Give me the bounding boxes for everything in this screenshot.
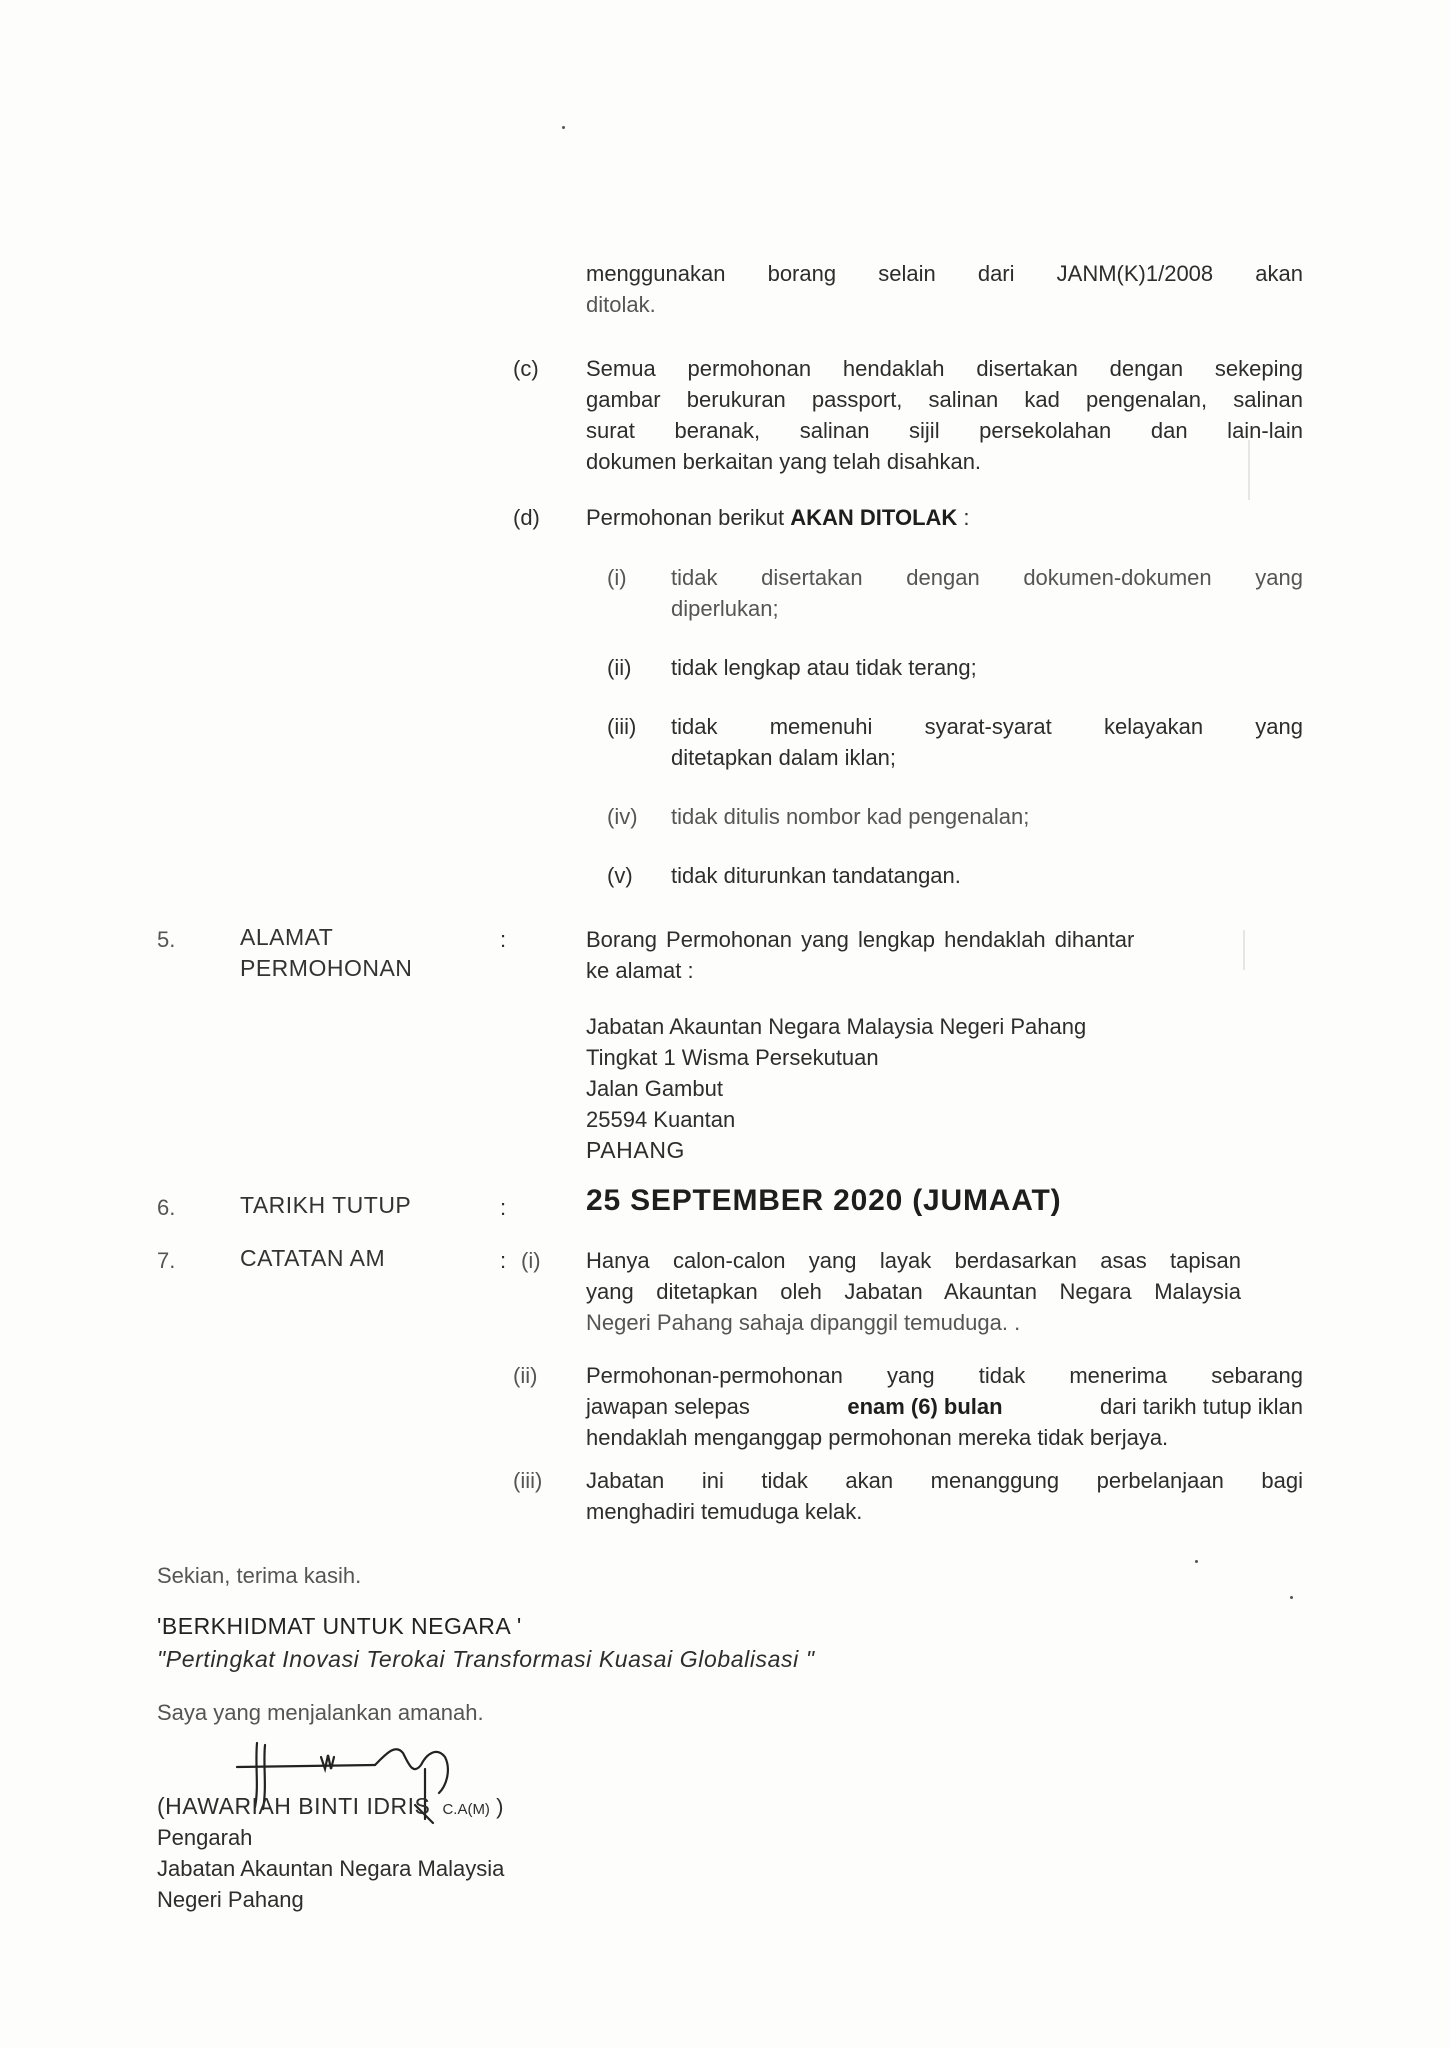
item-d-label: (d) (513, 505, 540, 530)
continuation-line: ditolak. (586, 292, 656, 317)
sub-item-label: (v) (607, 863, 633, 888)
note-line: Jabatan ini tidak akan menanggung perbelanjaan bagi (586, 1468, 1303, 1493)
closing-motto: 'BERKHIDMAT UNTUK NEGARA ' (157, 1613, 522, 1639)
note-line: hendaklah menganggap permohonan mereka tidak berjaya. (586, 1425, 1169, 1450)
address-line: Tingkat 1 Wisma Persekutuan (586, 1045, 879, 1070)
sub-item-label: (iii) (607, 714, 637, 739)
closing-amanah: Saya yang menjalankan amanah. (157, 1700, 484, 1725)
closing-slogan: "Pertingkat Inovasi Terokai Transformasi Kuasai Globalisasi " (157, 1646, 815, 1672)
continuation-line: menggunakan borang selain dari JANM(K)1/2008 akan (586, 261, 1303, 286)
signatory-title: Pengarah (157, 1825, 253, 1850)
item-c-line: dokumen berkaitan yang telah disahkan. (586, 449, 982, 474)
item-c-line: gambar berukuran passport, salinan kad pengenalan, salinan (586, 387, 1303, 412)
note-line: Permohonan-permohonan yang tidak menerima sebarang (586, 1363, 1303, 1388)
sub-item-label: (ii) (607, 655, 632, 680)
note-line: Hanya calon-calon yang layak berdasarkan asas tapisan (586, 1248, 1241, 1273)
sub-item-line: tidak memenuhi syarat-syarat kelayakan yang (671, 714, 1303, 739)
closing-date: 25 SEPTEMBER 2020 (JUMAAT) (586, 1184, 1062, 1217)
signatory-close-paren: ) (496, 1794, 504, 1819)
item-d-suffix: : (963, 505, 970, 530)
sub-item-line: tidak disertakan dengan dokumen-dokumen yang (671, 565, 1303, 590)
note-emphasis: enam (6) bulan (847, 1394, 1003, 1419)
section-5-number: 5. (157, 927, 176, 952)
scan-speck (1195, 1560, 1198, 1563)
section-7-colon: : (500, 1248, 507, 1273)
section-5-intro: ke alamat : (586, 958, 694, 983)
sub-item-line: tidak diturunkan tandatangan. (671, 863, 961, 888)
note-label: (i) (521, 1248, 541, 1273)
scan-line (1248, 440, 1250, 500)
section-6-number: 6. (157, 1195, 176, 1220)
scan-speck (562, 126, 565, 129)
scan-speck (1290, 1596, 1293, 1599)
signatory-state: Negeri Pahang (157, 1887, 304, 1912)
section-6-colon: : (500, 1195, 507, 1220)
section-5-label: ALAMAT (240, 924, 334, 950)
signatory-org: Jabatan Akauntan Negara Malaysia (157, 1856, 505, 1881)
item-d-emphasis: AKAN DITOLAK (790, 505, 958, 530)
sub-item-line: tidak ditulis nombor kad pengenalan; (671, 804, 1030, 829)
note-line: Negeri Pahang sahaja dipanggil temuduga. . (586, 1310, 1021, 1335)
signatory-postnominal: C.A(M) (442, 1801, 490, 1818)
item-c-label: (c) (513, 356, 539, 381)
section-6-label: TARIKH TUTUP (240, 1192, 412, 1218)
sub-item-line: tidak lengkap atau tidak terang; (671, 655, 977, 680)
section-5-colon: : (500, 927, 507, 952)
note-line: menghadiri temuduga kelak. (586, 1499, 863, 1524)
sub-item-line: diperlukan; (671, 596, 779, 621)
sub-item-line: ditetapkan dalam iklan; (671, 745, 897, 770)
address-state: PAHANG (586, 1137, 686, 1163)
signatory-name: (HAWARIAH BINTI IDRIS (157, 1793, 431, 1819)
item-c-line: Semua permohonan hendaklah disertakan dengan sekeping (586, 356, 1303, 381)
section-7-label: CATATAN AM (240, 1245, 386, 1271)
note-label: (ii) (513, 1363, 538, 1388)
note-line (586, 1391, 1303, 1422)
item-c-line: surat beranak, salinan sijil persekolahan dan lain-lain (586, 418, 1303, 443)
section-5-label: PERMOHONAN (240, 955, 413, 981)
sub-item-label: (iv) (607, 804, 638, 829)
note-line: yang ditetapkan oleh Jabatan Akauntan Negara Malaysia (586, 1279, 1241, 1304)
section-5-intro: Borang Permohonan yang lengkap hendaklah dihantar (586, 927, 1135, 952)
closing-thanks: Sekian, terima kasih. (157, 1563, 362, 1588)
note-label: (iii) (513, 1468, 543, 1493)
section-7-number: 7. (157, 1248, 176, 1273)
address-line: Jabatan Akauntan Negara Malaysia Negeri Pahang (586, 1014, 1087, 1039)
item-d-intro: Permohonan berikut (586, 505, 785, 530)
address-line: 25594 Kuantan (586, 1107, 736, 1132)
note-text: dari tarikh tutup iklan (1100, 1394, 1303, 1419)
signatory-name-line (157, 1791, 503, 1825)
note-text: jawapan selepas (586, 1394, 750, 1419)
item-d-text (586, 502, 970, 533)
address-line: Jalan Gambut (586, 1076, 723, 1101)
sub-item-label: (i) (607, 565, 627, 590)
